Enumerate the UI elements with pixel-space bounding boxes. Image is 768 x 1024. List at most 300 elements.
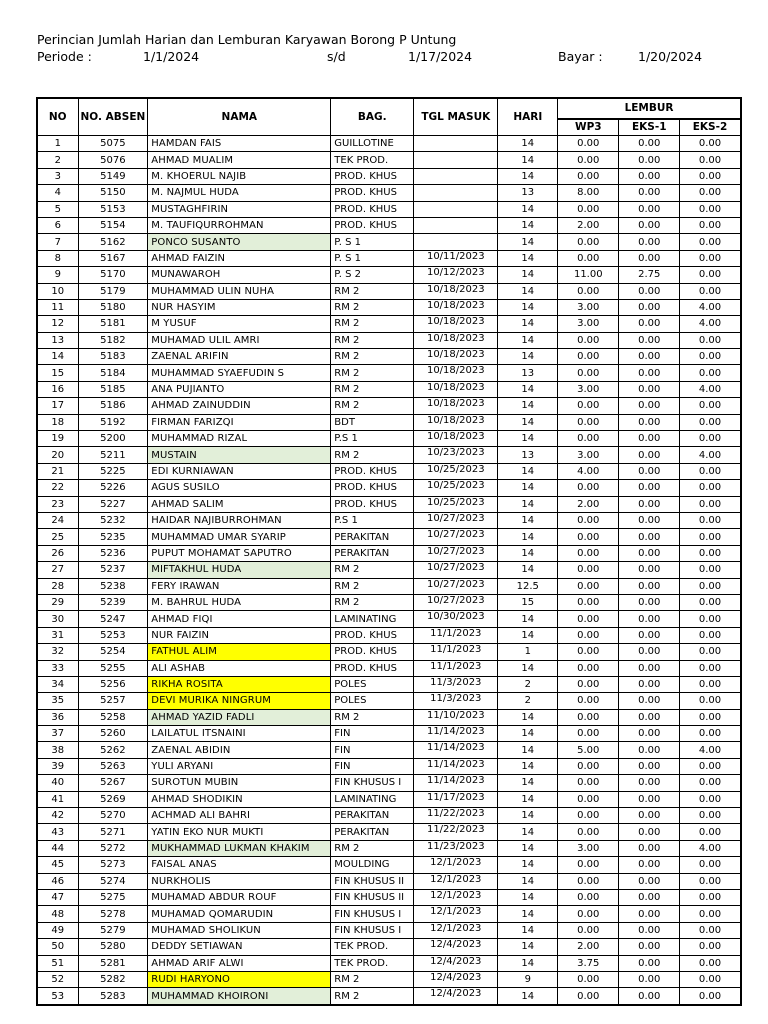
cell-nama: NUR FAIZIN [148, 627, 331, 643]
cell-absen: 5227 [78, 496, 148, 512]
cell-tgl-masuk: 12/4/2023 [414, 988, 498, 1005]
col-header-tgl-masuk: TGL MASUK [414, 98, 498, 136]
cell-no: 50 [37, 939, 78, 955]
cell-no: 48 [37, 906, 78, 922]
cell-hari: 14 [498, 152, 558, 168]
table-row [37, 463, 741, 479]
cell-absen: 5162 [78, 234, 148, 250]
cell-nama: MUNAWAROH [148, 267, 331, 283]
cell-nama: AHMAD FAIZIN [148, 250, 331, 266]
cell-eks2: 0.00 [680, 431, 741, 447]
cell-wp3: 0.00 [558, 578, 619, 594]
cell-no: 7 [37, 234, 78, 250]
cell-absen: 5274 [78, 873, 148, 889]
cell-eks2: 0.00 [680, 758, 741, 774]
cell-absen: 5269 [78, 791, 148, 807]
cell-bag: RM 2 [331, 578, 414, 594]
cell-eks2: 0.00 [680, 480, 741, 496]
cell-eks1: 0.00 [619, 185, 680, 201]
cell-eks1: 0.00 [619, 840, 680, 856]
cell-eks1: 0.00 [619, 217, 680, 233]
cell-eks1: 0.00 [619, 660, 680, 676]
cell-bag: RM 2 [331, 365, 414, 381]
cell-wp3: 0.00 [558, 988, 619, 1005]
cell-absen: 5232 [78, 512, 148, 528]
cell-bag: PROD. KHUS [331, 168, 414, 184]
cell-wp3: 3.75 [558, 955, 619, 971]
cell-tgl-masuk: 10/27/2023 [414, 594, 498, 610]
cell-eks2: 0.00 [680, 873, 741, 889]
cell-eks2: 0.00 [680, 676, 741, 692]
cell-nama: AGUS SUSILO [148, 480, 331, 496]
cell-nama: ALI ASHAB [148, 660, 331, 676]
cell-no: 52 [37, 971, 78, 987]
cell-nama: YULI ARYANI [148, 758, 331, 774]
cell-nama: ZAENAL ARIFIN [148, 349, 331, 365]
cell-no: 17 [37, 398, 78, 414]
cell-wp3: 5.00 [558, 742, 619, 758]
cell-bag: RM 2 [331, 332, 414, 348]
cell-bag: BDT [331, 414, 414, 430]
cell-hari: 14 [498, 742, 558, 758]
cell-nama: AHMAD ZAINUDDIN [148, 398, 331, 414]
cell-wp3: 2.00 [558, 939, 619, 955]
table-row [37, 545, 741, 561]
col-header-absen: NO. ABSEN [78, 98, 148, 136]
cell-tgl-masuk: 12/1/2023 [414, 889, 498, 905]
table-row [37, 480, 741, 496]
cell-absen: 5282 [78, 971, 148, 987]
cell-eks1: 2.75 [619, 267, 680, 283]
cell-eks2: 0.00 [680, 332, 741, 348]
cell-hari: 14 [498, 299, 558, 315]
cell-absen: 5239 [78, 594, 148, 610]
cell-tgl-masuk: 11/14/2023 [414, 775, 498, 791]
periode-start-date: 1/1/2024 [143, 49, 200, 64]
cell-eks1: 0.00 [619, 431, 680, 447]
cell-no: 24 [37, 512, 78, 528]
cell-eks1: 0.00 [619, 922, 680, 938]
cell-eks2: 0.00 [680, 611, 741, 627]
cell-tgl-masuk: 10/23/2023 [414, 447, 498, 463]
cell-eks2: 0.00 [680, 988, 741, 1005]
table-row [37, 939, 741, 955]
cell-hari: 14 [498, 808, 558, 824]
cell-eks1: 0.00 [619, 676, 680, 692]
cell-nama: MUHAMMAD UMAR SYARIP [148, 529, 331, 545]
cell-tgl-masuk: 10/27/2023 [414, 545, 498, 561]
cell-tgl-masuk [414, 185, 498, 201]
cell-eks2: 0.00 [680, 889, 741, 905]
cell-no: 20 [37, 447, 78, 463]
cell-nama: MUHAMMAD KHOIRONI [148, 988, 331, 1005]
cell-tgl-masuk: 11/14/2023 [414, 758, 498, 774]
cell-bag: POLES [331, 676, 414, 692]
cell-bag: PROD. KHUS [331, 185, 414, 201]
cell-eks2: 0.00 [680, 922, 741, 938]
cell-hari: 14 [498, 217, 558, 233]
cell-no: 51 [37, 955, 78, 971]
table-row [37, 217, 741, 233]
cell-tgl-masuk: 10/27/2023 [414, 512, 498, 528]
table-row [37, 873, 741, 889]
cell-wp3: 0.00 [558, 529, 619, 545]
cell-eks2: 0.00 [680, 791, 741, 807]
cell-nama: ANA PUJIANTO [148, 381, 331, 397]
cell-nama: RIKHA ROSITA [148, 676, 331, 692]
cell-tgl-masuk: 10/18/2023 [414, 381, 498, 397]
cell-hari: 15 [498, 594, 558, 610]
table-row [37, 824, 741, 840]
cell-eks1: 0.00 [619, 611, 680, 627]
cell-absen: 5278 [78, 906, 148, 922]
cell-absen: 5263 [78, 758, 148, 774]
cell-wp3: 0.00 [558, 644, 619, 660]
cell-no: 12 [37, 316, 78, 332]
cell-bag: FIN KHUSUS II [331, 889, 414, 905]
cell-wp3: 0.00 [558, 824, 619, 840]
cell-eks2: 0.00 [680, 939, 741, 955]
cell-wp3: 0.00 [558, 480, 619, 496]
cell-eks1: 0.00 [619, 742, 680, 758]
cell-wp3: 0.00 [558, 332, 619, 348]
cell-eks2: 0.00 [680, 217, 741, 233]
cell-wp3: 3.00 [558, 299, 619, 315]
cell-absen: 5211 [78, 447, 148, 463]
cell-eks2: 0.00 [680, 726, 741, 742]
cell-wp3: 0.00 [558, 168, 619, 184]
cell-bag: RM 2 [331, 709, 414, 725]
cell-hari: 2 [498, 676, 558, 692]
table-row [37, 168, 741, 184]
cell-nama: RUDI HARYONO [148, 971, 331, 987]
cell-bag: PERAKITAN [331, 545, 414, 561]
cell-absen: 5262 [78, 742, 148, 758]
cell-no: 4 [37, 185, 78, 201]
cell-hari: 14 [498, 873, 558, 889]
cell-no: 30 [37, 611, 78, 627]
cell-nama: AHMAD ARIF ALWI [148, 955, 331, 971]
cell-tgl-masuk: 11/22/2023 [414, 824, 498, 840]
cell-nama: FERY IRAWAN [148, 578, 331, 594]
table-row [37, 316, 741, 332]
table-row [37, 676, 741, 692]
cell-nama: M YUSUF [148, 316, 331, 332]
table-row [37, 365, 741, 381]
cell-bag: PROD. KHUS [331, 644, 414, 660]
cell-eks2: 0.00 [680, 660, 741, 676]
table-row [37, 709, 741, 725]
table-row [37, 152, 741, 168]
cell-hari: 14 [498, 349, 558, 365]
cell-nama: DEDDY SETIAWAN [148, 939, 331, 955]
cell-bag: LAMINATING [331, 791, 414, 807]
sd-label: s/d [327, 49, 346, 64]
cell-bag: RM 2 [331, 840, 414, 856]
cell-bag: RM 2 [331, 283, 414, 299]
col-header-lembur: LEMBUR [558, 98, 741, 119]
cell-tgl-masuk: 11/1/2023 [414, 660, 498, 676]
cell-eks2: 0.00 [680, 136, 741, 152]
col-header-eks2: EKS-2 [680, 119, 741, 136]
cell-no: 49 [37, 922, 78, 938]
cell-eks1: 0.00 [619, 414, 680, 430]
cell-hari: 13 [498, 447, 558, 463]
cell-nama: NUR HASYIM [148, 299, 331, 315]
cell-tgl-masuk: 10/30/2023 [414, 611, 498, 627]
cell-eks2: 0.00 [680, 578, 741, 594]
cell-tgl-masuk: 12/4/2023 [414, 955, 498, 971]
cell-hari: 14 [498, 463, 558, 479]
table-row [37, 529, 741, 545]
cell-eks1: 0.00 [619, 332, 680, 348]
cell-hari: 14 [498, 496, 558, 512]
table-row [37, 299, 741, 315]
cell-hari: 14 [498, 791, 558, 807]
cell-wp3: 0.00 [558, 152, 619, 168]
cell-absen: 5247 [78, 611, 148, 627]
cell-nama: FATHUL ALIM [148, 644, 331, 660]
cell-nama: ZAENAL ABIDIN [148, 742, 331, 758]
cell-eks2: 0.00 [680, 529, 741, 545]
cell-bag: PROD. KHUS [331, 496, 414, 512]
cell-absen: 5235 [78, 529, 148, 545]
cell-nama: MUKHAMMAD LUKMAN KHAKIM [148, 840, 331, 856]
cell-absen: 5255 [78, 660, 148, 676]
cell-bag: FIN [331, 726, 414, 742]
table-row [37, 808, 741, 824]
cell-no: 28 [37, 578, 78, 594]
table-row [37, 201, 741, 217]
cell-hari: 14 [498, 857, 558, 873]
cell-wp3: 0.00 [558, 627, 619, 643]
cell-tgl-masuk: 10/27/2023 [414, 562, 498, 578]
periode-label: Periode : [37, 49, 92, 64]
cell-hari: 14 [498, 234, 558, 250]
cell-tgl-masuk: 11/10/2023 [414, 709, 498, 725]
cell-hari: 2 [498, 693, 558, 709]
cell-no: 27 [37, 562, 78, 578]
cell-no: 31 [37, 627, 78, 643]
cell-hari: 1 [498, 644, 558, 660]
table-row [37, 283, 741, 299]
table-row [37, 906, 741, 922]
cell-nama: LAILATUL ITSNAINI [148, 726, 331, 742]
cell-wp3: 0.00 [558, 808, 619, 824]
cell-hari: 14 [498, 889, 558, 905]
table-row [37, 512, 741, 528]
cell-hari: 9 [498, 971, 558, 987]
cell-no: 34 [37, 676, 78, 692]
cell-eks1: 0.00 [619, 463, 680, 479]
cell-wp3: 0.00 [558, 775, 619, 791]
cell-nama: M. BAHRUL HUDA [148, 594, 331, 610]
cell-bag: MOULDING [331, 857, 414, 873]
cell-absen: 5281 [78, 955, 148, 971]
cell-wp3: 0.00 [558, 693, 619, 709]
cell-bag: TEK PROD. [331, 152, 414, 168]
cell-wp3: 0.00 [558, 414, 619, 430]
cell-bag: RM 2 [331, 594, 414, 610]
cell-eks2: 4.00 [680, 316, 741, 332]
cell-bag: PROD. KHUS [331, 660, 414, 676]
cell-eks1: 0.00 [619, 152, 680, 168]
cell-nama: AHMAD MUALIM [148, 152, 331, 168]
cell-no: 43 [37, 824, 78, 840]
cell-hari: 14 [498, 398, 558, 414]
cell-hari: 14 [498, 201, 558, 217]
cell-bag: PERAKITAN [331, 529, 414, 545]
cell-absen: 5182 [78, 332, 148, 348]
cell-eks1: 0.00 [619, 824, 680, 840]
table-row [37, 988, 741, 1005]
col-header-eks1: EKS-1 [619, 119, 680, 136]
cell-tgl-masuk: 12/1/2023 [414, 906, 498, 922]
cell-no: 21 [37, 463, 78, 479]
cell-no: 19 [37, 431, 78, 447]
cell-nama: HAIDAR NAJIBURROHMAN [148, 512, 331, 528]
col-header-no: NO [37, 98, 78, 136]
cell-no: 11 [37, 299, 78, 315]
cell-nama: DEVI MURIKA NINGRUM [148, 693, 331, 709]
cell-eks2: 0.00 [680, 234, 741, 250]
cell-no: 33 [37, 660, 78, 676]
cell-eks2: 0.00 [680, 365, 741, 381]
cell-eks1: 0.00 [619, 758, 680, 774]
cell-bag: P. S 1 [331, 234, 414, 250]
cell-nama: MUHAMAD ULIL AMRI [148, 332, 331, 348]
cell-eks1: 0.00 [619, 365, 680, 381]
cell-eks1: 0.00 [619, 939, 680, 955]
cell-hari: 14 [498, 840, 558, 856]
cell-eks2: 0.00 [680, 496, 741, 512]
cell-hari: 14 [498, 906, 558, 922]
cell-wp3: 0.00 [558, 398, 619, 414]
cell-absen: 5184 [78, 365, 148, 381]
cell-hari: 14 [498, 414, 558, 430]
cell-no: 29 [37, 594, 78, 610]
cell-no: 47 [37, 889, 78, 905]
cell-eks1: 0.00 [619, 562, 680, 578]
report-title: Perincian Jumlah Harian dan Lemburan Karyawan Borong P Untung [37, 32, 457, 47]
cell-tgl-masuk [414, 168, 498, 184]
cell-absen: 5076 [78, 152, 148, 168]
cell-nama: FIRMAN FARIZQI [148, 414, 331, 430]
cell-tgl-masuk [414, 234, 498, 250]
cell-eks2: 0.00 [680, 152, 741, 168]
cell-bag: RM 2 [331, 316, 414, 332]
periode-end-date: 1/17/2024 [408, 49, 473, 64]
cell-absen: 5185 [78, 381, 148, 397]
cell-eks1: 0.00 [619, 168, 680, 184]
cell-tgl-masuk: 10/18/2023 [414, 299, 498, 315]
table-row [37, 889, 741, 905]
table-row [37, 414, 741, 430]
cell-wp3: 0.00 [558, 726, 619, 742]
cell-tgl-masuk: 10/18/2023 [414, 283, 498, 299]
cell-tgl-masuk: 11/14/2023 [414, 726, 498, 742]
cell-hari: 14 [498, 824, 558, 840]
cell-hari: 14 [498, 316, 558, 332]
cell-absen: 5283 [78, 988, 148, 1005]
cell-bag: FIN [331, 758, 414, 774]
cell-eks2: 0.00 [680, 857, 741, 873]
cell-bag: FIN [331, 742, 414, 758]
cell-wp3: 0.00 [558, 365, 619, 381]
cell-bag: PERAKITAN [331, 808, 414, 824]
cell-eks2: 0.00 [680, 709, 741, 725]
cell-no: 14 [37, 349, 78, 365]
cell-nama: AHMAD YAZID FADLI [148, 709, 331, 725]
cell-no: 13 [37, 332, 78, 348]
cell-no: 16 [37, 381, 78, 397]
cell-wp3: 0.00 [558, 562, 619, 578]
cell-nama: MUSTAIN [148, 447, 331, 463]
cell-eks2: 0.00 [680, 562, 741, 578]
cell-bag: TEK PROD. [331, 939, 414, 955]
table-row [37, 398, 741, 414]
cell-no: 8 [37, 250, 78, 266]
cell-eks1: 0.00 [619, 447, 680, 463]
cell-eks1: 0.00 [619, 693, 680, 709]
cell-eks2: 0.00 [680, 594, 741, 610]
table-row [37, 955, 741, 971]
cell-absen: 5260 [78, 726, 148, 742]
cell-bag: RM 2 [331, 988, 414, 1005]
cell-wp3: 11.00 [558, 267, 619, 283]
cell-tgl-masuk: 11/14/2023 [414, 742, 498, 758]
cell-tgl-masuk: 10/18/2023 [414, 365, 498, 381]
cell-eks1: 0.00 [619, 988, 680, 1005]
cell-wp3: 8.00 [558, 185, 619, 201]
table-row [37, 627, 741, 643]
cell-tgl-masuk: 10/11/2023 [414, 250, 498, 266]
cell-eks1: 0.00 [619, 349, 680, 365]
table-row [37, 349, 741, 365]
cell-wp3: 0.00 [558, 971, 619, 987]
cell-wp3: 0.00 [558, 922, 619, 938]
cell-eks2: 0.00 [680, 463, 741, 479]
cell-wp3: 0.00 [558, 136, 619, 152]
cell-eks1: 0.00 [619, 857, 680, 873]
cell-bag: PROD. KHUS [331, 201, 414, 217]
cell-absen: 5254 [78, 644, 148, 660]
table-row [37, 332, 741, 348]
cell-no: 35 [37, 693, 78, 709]
cell-hari: 12.5 [498, 578, 558, 594]
cell-eks1: 0.00 [619, 299, 680, 315]
table-row [37, 726, 741, 742]
cell-eks2: 4.00 [680, 840, 741, 856]
table-row [37, 922, 741, 938]
cell-eks2: 0.00 [680, 906, 741, 922]
cell-absen: 5200 [78, 431, 148, 447]
cell-hari: 14 [498, 988, 558, 1005]
cell-bag: FIN KHUSUS I [331, 775, 414, 791]
cell-tgl-masuk: 10/25/2023 [414, 480, 498, 496]
cell-eks2: 0.00 [680, 267, 741, 283]
cell-no: 3 [37, 168, 78, 184]
cell-eks2: 0.00 [680, 627, 741, 643]
cell-wp3: 0.00 [558, 857, 619, 873]
table-row [37, 840, 741, 856]
cell-nama: MUHAMAD SHOLIKUN [148, 922, 331, 938]
table-row [37, 267, 741, 283]
cell-eks1: 0.00 [619, 496, 680, 512]
table-row [37, 611, 741, 627]
cell-absen: 5271 [78, 824, 148, 840]
cell-eks2: 0.00 [680, 201, 741, 217]
